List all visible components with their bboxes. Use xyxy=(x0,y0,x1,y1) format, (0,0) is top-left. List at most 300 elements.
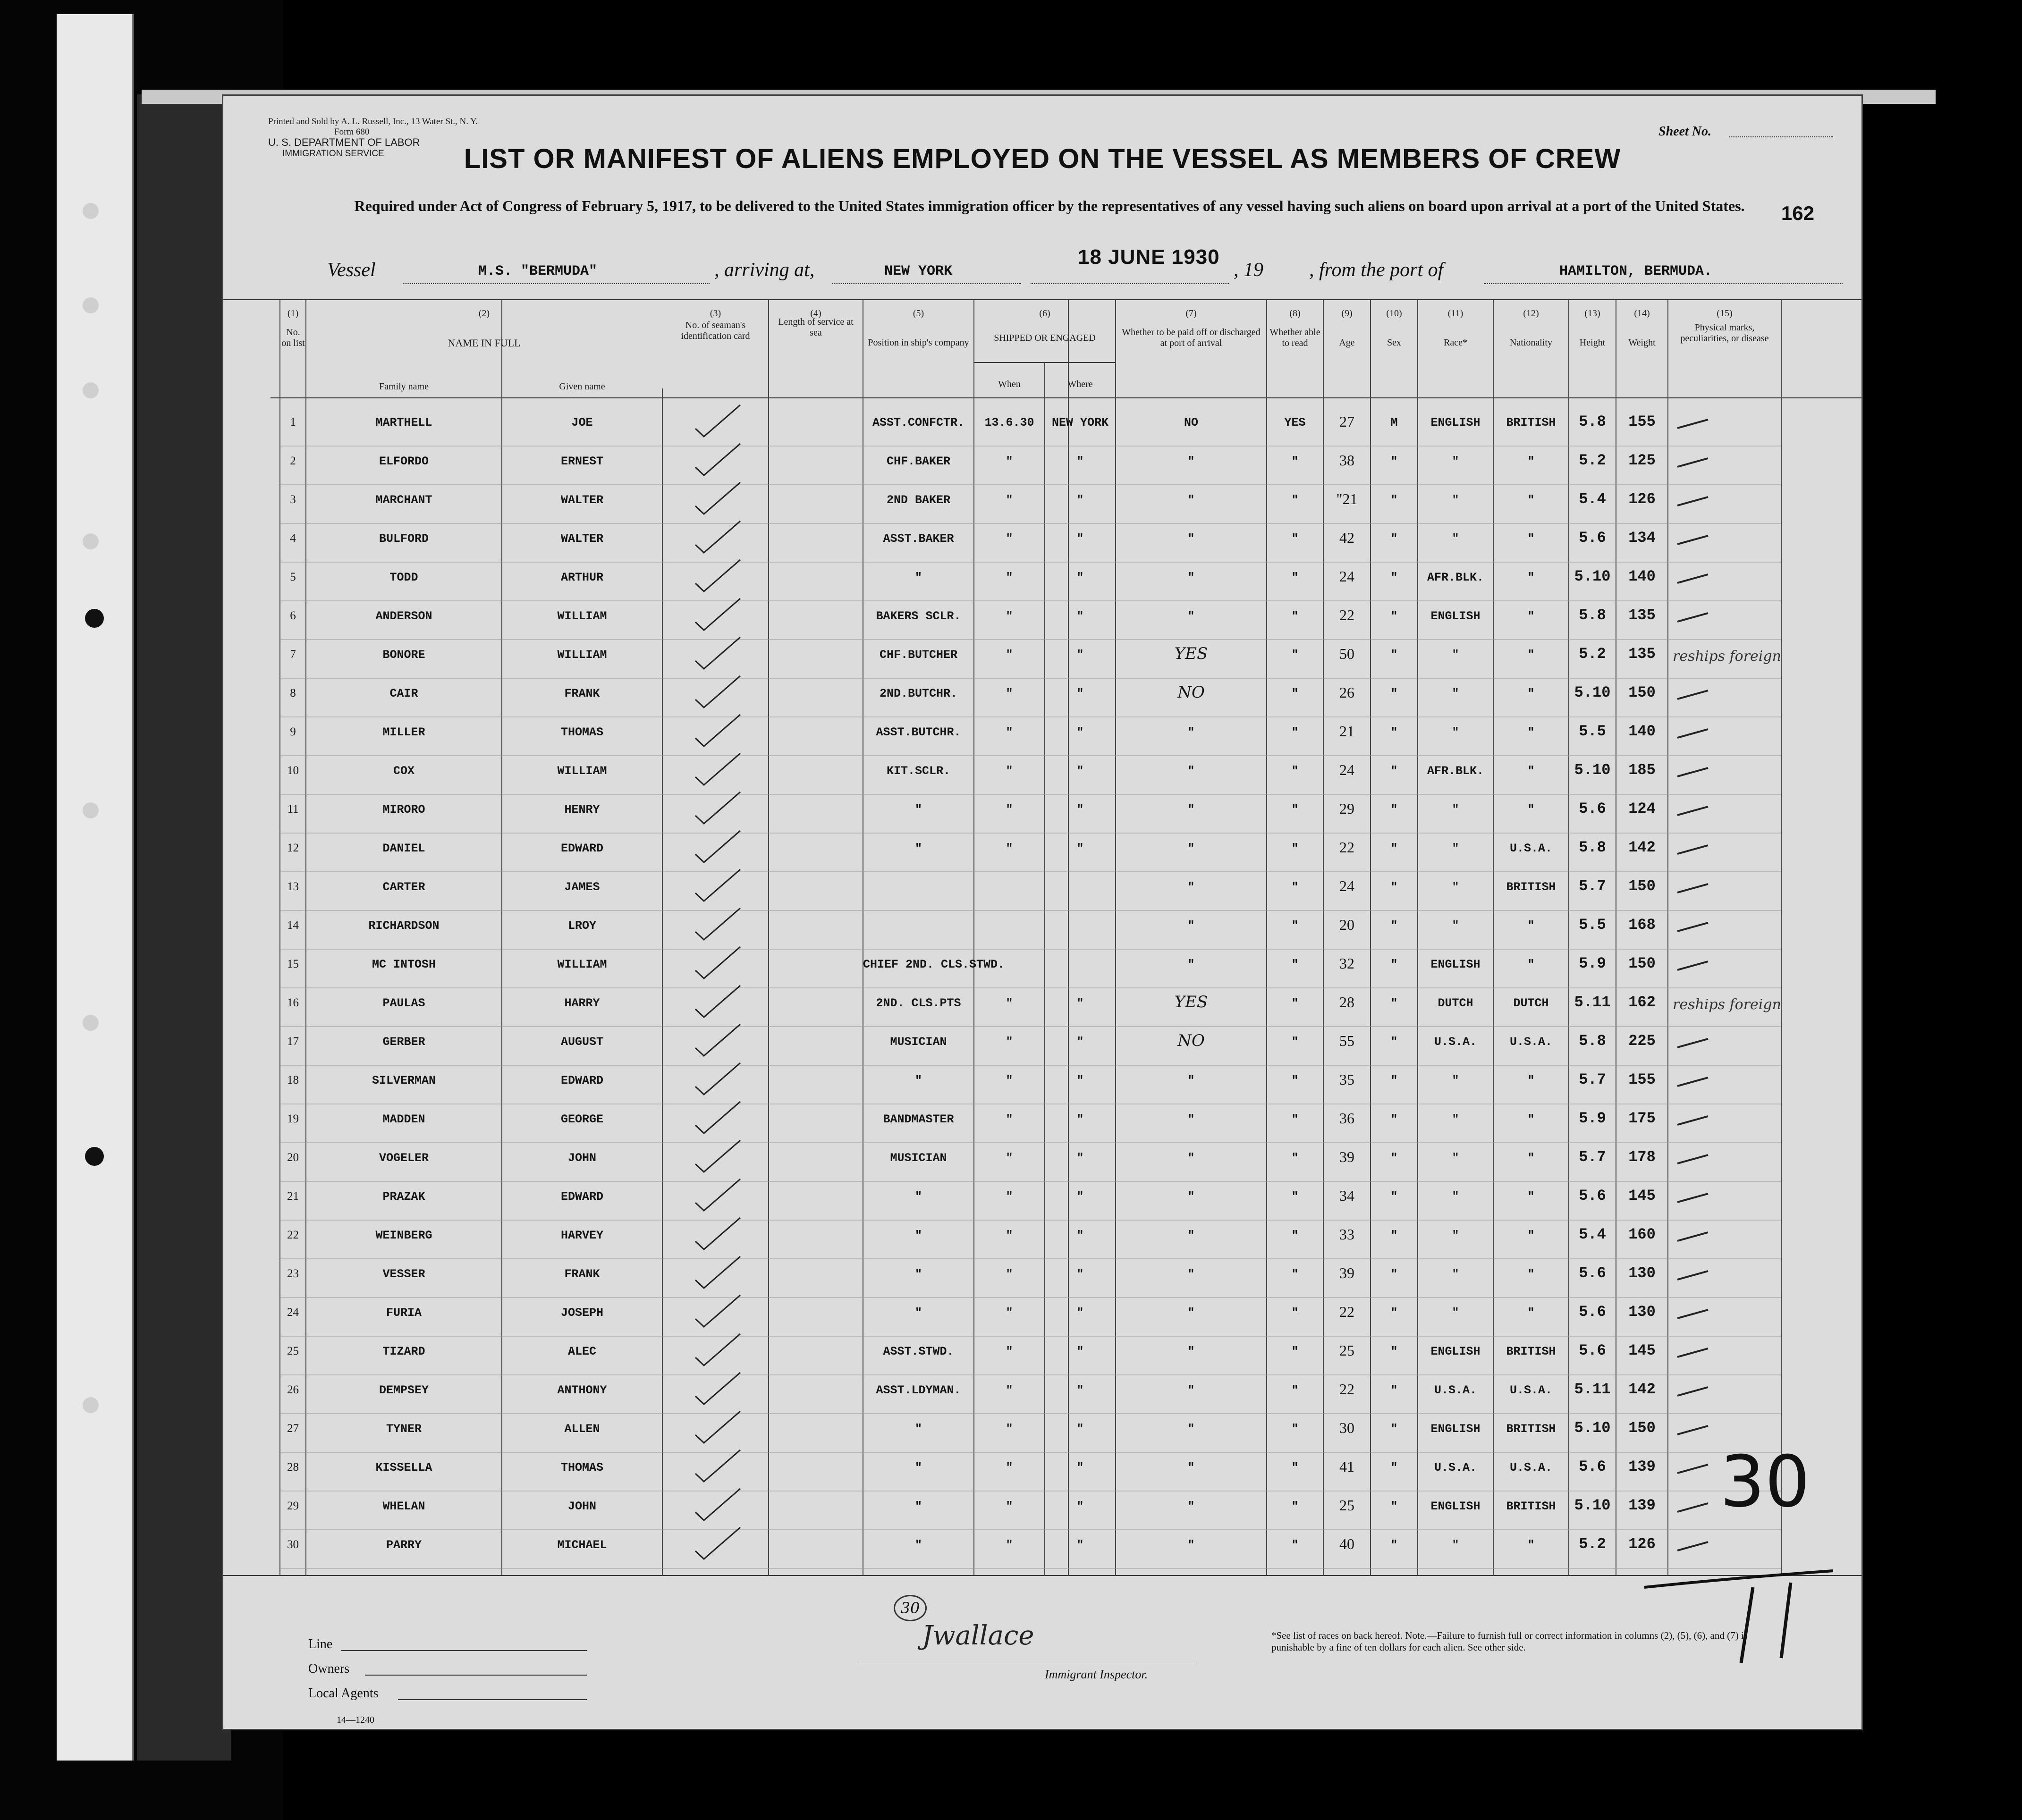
cell-race: ENGLISH xyxy=(1430,1500,1481,1513)
cell-race: " xyxy=(1452,532,1459,546)
cell-race: U.S.A. xyxy=(1434,1461,1477,1475)
cell-height: 5.11 xyxy=(1574,1381,1611,1398)
cell-race: " xyxy=(1452,1267,1459,1281)
cell-height: 5.4 xyxy=(1579,1226,1606,1243)
cell-when: " xyxy=(1006,1345,1013,1358)
service: IMMIGRATION SERVICE xyxy=(282,149,384,159)
cell-read: " xyxy=(1291,1461,1299,1475)
cell-when: " xyxy=(1006,609,1013,623)
cell-age: 28 xyxy=(1339,994,1354,1011)
cell-race: DUTCH xyxy=(1438,996,1473,1010)
cell-given: ERNEST xyxy=(560,455,603,468)
cell-when: " xyxy=(1006,1074,1013,1087)
cell-where: " xyxy=(1076,1267,1084,1281)
tally-mark-icon xyxy=(1675,1536,1713,1555)
cell-where: " xyxy=(1076,1074,1084,1087)
cell-where: " xyxy=(1076,1229,1084,1242)
cell-position: 2ND.BUTCHR. xyxy=(879,687,958,700)
voyage-line xyxy=(308,245,1843,287)
cell-race: " xyxy=(1452,1538,1459,1552)
cell-race: ENGLISH xyxy=(1430,958,1481,971)
cell-sex: " xyxy=(1390,493,1398,507)
cell-where: " xyxy=(1076,1345,1084,1358)
cell-read: " xyxy=(1291,803,1299,817)
cell-read: " xyxy=(1291,764,1299,778)
cell-when: " xyxy=(1006,493,1013,507)
cell-family: TIZARD xyxy=(382,1345,425,1358)
cell-paid: " xyxy=(1187,919,1195,933)
cell-age: 27 xyxy=(1339,413,1354,430)
cell-given: WILLIAM xyxy=(557,609,607,623)
cell-position: 2ND BAKER xyxy=(886,493,951,507)
cell-where: " xyxy=(1076,803,1084,817)
cell-where: " xyxy=(1076,1151,1084,1165)
tally-mark-icon xyxy=(1675,1149,1713,1168)
cell-age: 39 xyxy=(1339,1148,1354,1165)
cell-given: GEORGE xyxy=(560,1112,603,1126)
cell-age: 50 xyxy=(1339,645,1354,662)
sheet-no-field[interactable] xyxy=(1729,136,1833,137)
cell-nationality: " xyxy=(1527,609,1535,623)
cell-height: 5.6 xyxy=(1579,1342,1606,1359)
document-title: LIST OR MANIFEST OF ALIENS EMPLOYED ON THE VESSEL AS MEMBERS OF CREW xyxy=(464,143,1621,174)
cell-where: " xyxy=(1076,1112,1084,1126)
cell-race: ENGLISH xyxy=(1430,416,1481,430)
table-row xyxy=(223,1220,1861,1256)
date-underline xyxy=(1031,283,1229,284)
cell-no: 6 xyxy=(290,609,296,622)
from-port-underline xyxy=(1484,283,1843,284)
tally-mark-icon xyxy=(1675,801,1713,820)
table-row xyxy=(223,640,1861,675)
cell-given: JOHN xyxy=(567,1151,596,1165)
cell-sex: " xyxy=(1390,1151,1398,1165)
cell-position: BANDMASTER xyxy=(883,1112,954,1126)
cell-height: 5.6 xyxy=(1579,1303,1606,1321)
cell-age: 24 xyxy=(1339,877,1354,894)
table-row xyxy=(223,1143,1861,1179)
arriving-label: , arriving at, xyxy=(714,259,815,281)
cell-position: " xyxy=(914,1306,922,1320)
cell-sex: " xyxy=(1390,996,1398,1010)
cell-position: CHIEF 2ND. CLS.STWD. xyxy=(863,958,1005,971)
cell-weight: 150 xyxy=(1628,1419,1656,1437)
cell-weight: 142 xyxy=(1628,839,1656,856)
cell-position: " xyxy=(914,1500,922,1513)
col-num-4: (4) xyxy=(810,308,821,319)
cell-read: " xyxy=(1291,532,1299,546)
cell-no: 22 xyxy=(287,1229,299,1241)
cell-sex: " xyxy=(1390,455,1398,468)
cell-family: GERBER xyxy=(382,1035,425,1049)
checkmark-icon xyxy=(691,712,747,750)
cell-family: ANDERSON xyxy=(375,609,432,623)
cell-no: 7 xyxy=(290,648,296,661)
cell-weight: 162 xyxy=(1628,994,1656,1011)
cell-height: 5.10 xyxy=(1574,684,1611,701)
table-row xyxy=(223,833,1861,869)
cell-when: " xyxy=(1006,1422,1013,1436)
cell-race: AFR.BLK. xyxy=(1427,764,1484,778)
cell-height: 5.8 xyxy=(1579,839,1606,856)
cell-family: SILVERMAN xyxy=(372,1074,436,1087)
cell-nationality: DUTCH xyxy=(1513,996,1549,1010)
cell-nationality: " xyxy=(1527,1267,1535,1281)
cell-given: JOHN xyxy=(567,1500,596,1513)
cell-height: 5.9 xyxy=(1579,955,1606,972)
checkmark-icon xyxy=(691,1099,747,1137)
cell-age: 39 xyxy=(1339,1264,1354,1281)
cell-weight: 140 xyxy=(1628,568,1656,585)
col-header-age: Age xyxy=(1339,337,1355,348)
cell-when: " xyxy=(1006,455,1013,468)
checkmark-icon xyxy=(691,596,747,634)
cell-age: 33 xyxy=(1339,1226,1354,1243)
cell-no: 17 xyxy=(287,1035,299,1048)
cell-nationality: U.S.A. xyxy=(1509,1035,1552,1049)
cell-weight: 140 xyxy=(1628,723,1656,740)
cell-position: ASST.LDYMAN. xyxy=(876,1383,961,1397)
cell-height: 5.6 xyxy=(1579,529,1606,547)
cell-paid: " xyxy=(1187,1461,1195,1475)
cell-no: 26 xyxy=(287,1383,299,1396)
tally-mark-icon xyxy=(1675,762,1713,781)
cell-when: " xyxy=(1006,1229,1013,1242)
cell-family: COX xyxy=(393,764,415,778)
binder-hole xyxy=(83,1015,99,1031)
cell-when: " xyxy=(1006,1383,1013,1397)
cell-family: ELFORDO xyxy=(379,455,429,468)
cell-read: " xyxy=(1291,1151,1299,1165)
table-row xyxy=(223,562,1861,598)
cell-no: 8 xyxy=(290,687,296,699)
cell-nationality: " xyxy=(1527,455,1535,468)
cell-age: 22 xyxy=(1339,607,1354,624)
cell-given: HARVEY xyxy=(560,1229,603,1242)
cell-race: " xyxy=(1452,919,1459,933)
cell-paid: " xyxy=(1187,1112,1195,1126)
cell-where: " xyxy=(1076,493,1084,507)
col-num-1: (1) xyxy=(287,308,299,319)
checkmark-icon xyxy=(691,1061,747,1098)
cell-nationality: " xyxy=(1527,1151,1535,1165)
departure-port[interactable]: HAMILTON, BERMUDA. xyxy=(1559,263,1713,279)
cell-nationality: " xyxy=(1527,1112,1535,1126)
cell-weight: 150 xyxy=(1628,955,1656,972)
col-header-service: Length of service at sea xyxy=(778,317,854,338)
cell-where: " xyxy=(1076,687,1084,700)
checkmark-icon xyxy=(691,983,747,1021)
cell-paid: " xyxy=(1187,803,1195,817)
cell-nationality: BRITISH xyxy=(1506,416,1556,430)
cell-given: JOE xyxy=(571,416,593,430)
cell-height: 5.6 xyxy=(1579,1264,1606,1282)
cell-paid: " xyxy=(1187,764,1195,778)
cell-race: " xyxy=(1452,1190,1459,1204)
cell-where: " xyxy=(1076,1035,1084,1049)
tally-mark-icon xyxy=(1675,685,1713,704)
cell-age: 24 xyxy=(1339,568,1354,585)
cell-read: " xyxy=(1291,1345,1299,1358)
table-row xyxy=(223,988,1861,1024)
cell-position: " xyxy=(914,571,922,584)
cell-height: 5.8 xyxy=(1579,413,1606,430)
crew-total: 30 xyxy=(1720,1441,1810,1523)
col-num-9: (9) xyxy=(1341,308,1353,319)
cell-position: ASST.CONFCTR. xyxy=(872,416,965,430)
col-header-paid-off: Whether to be paid off or discharged at port of arrival xyxy=(1122,327,1261,348)
cell-nationality: " xyxy=(1527,958,1535,971)
table-row xyxy=(223,601,1861,637)
table-row xyxy=(223,756,1861,792)
cell-race: U.S.A. xyxy=(1434,1383,1477,1397)
cell-position: 2ND. CLS.PTS xyxy=(876,996,961,1010)
cell-height: 5.10 xyxy=(1574,761,1611,779)
tally-mark-icon xyxy=(1675,1033,1713,1052)
cell-family: MILLER xyxy=(382,725,425,739)
cell-read: " xyxy=(1291,1306,1299,1320)
binder-hole xyxy=(83,802,99,818)
cell-position: " xyxy=(914,1229,922,1242)
cell-weight: 225 xyxy=(1628,1032,1656,1050)
table-row xyxy=(223,1027,1861,1062)
cell-age: 34 xyxy=(1339,1187,1354,1204)
cell-read: " xyxy=(1291,919,1299,933)
cell-position: ASST.BUTCHR. xyxy=(876,725,961,739)
vessel-label: Vessel xyxy=(327,259,376,281)
cell-nationality: " xyxy=(1527,1538,1535,1552)
total-underline-marks xyxy=(1640,1568,1838,1672)
year-label: , 19 xyxy=(1234,259,1263,281)
binder-strip xyxy=(57,14,134,1761)
cell-given: HARRY xyxy=(564,996,600,1010)
cell-read: " xyxy=(1291,1229,1299,1242)
cell-sex: " xyxy=(1390,1422,1398,1436)
cell-given: ALLEN xyxy=(564,1422,600,1436)
tally-mark-icon xyxy=(1675,1382,1713,1400)
cell-position: " xyxy=(914,1267,922,1281)
tally-mark-icon xyxy=(1675,1304,1713,1323)
cell-paid: " xyxy=(1187,1267,1195,1281)
cell-position: " xyxy=(914,1461,922,1475)
cell-when: " xyxy=(1006,648,1013,662)
cell-weight: 125 xyxy=(1628,452,1656,469)
cell-where: " xyxy=(1076,1422,1084,1436)
cell-height: 5.7 xyxy=(1579,1148,1606,1166)
checkmark-icon xyxy=(691,557,747,595)
cell-height: 5.5 xyxy=(1579,723,1606,740)
cell-weight: 150 xyxy=(1628,877,1656,895)
cell-position: ASST.BAKER xyxy=(883,532,954,546)
tally-mark-icon xyxy=(1675,607,1713,626)
col-header-no: No. on list xyxy=(281,327,305,348)
cell-race: " xyxy=(1452,455,1459,468)
cell-height: 5.5 xyxy=(1579,916,1606,934)
cell-read: " xyxy=(1291,648,1299,662)
cell-no: 28 xyxy=(287,1461,299,1474)
cell-no: 19 xyxy=(287,1112,299,1125)
cell-sex: " xyxy=(1390,1074,1398,1087)
cell-nationality: " xyxy=(1527,1074,1535,1087)
checkmark-icon xyxy=(691,1370,747,1408)
cell-nationality: " xyxy=(1527,1229,1535,1242)
cell-when: " xyxy=(1006,1190,1013,1204)
cell-position: BAKERS SCLR. xyxy=(876,609,961,623)
col-num-7: (7) xyxy=(1185,308,1197,319)
cell-paid: " xyxy=(1187,455,1195,468)
cell-paid: " xyxy=(1187,1383,1195,1397)
cell-when: " xyxy=(1006,1151,1013,1165)
inspector-label: Immigrant Inspector. xyxy=(1045,1668,1148,1681)
cell-where: " xyxy=(1076,455,1084,468)
cell-where: " xyxy=(1076,1500,1084,1513)
checkmark-icon xyxy=(691,790,747,827)
cell-read: " xyxy=(1291,571,1299,584)
cell-weight: 130 xyxy=(1628,1303,1656,1321)
checkmark-icon xyxy=(691,867,747,905)
cell-race: " xyxy=(1452,493,1459,507)
table-row xyxy=(223,717,1861,753)
cell-nationality: " xyxy=(1527,493,1535,507)
col-num-8: (8) xyxy=(1289,308,1301,319)
cell-no: 30 xyxy=(287,1538,299,1551)
cell-weight: 145 xyxy=(1628,1187,1656,1205)
cell-no: 2 xyxy=(290,455,296,467)
cell-read: " xyxy=(1291,1422,1299,1436)
vessel-name[interactable]: M.S. "BERMUDA" xyxy=(478,263,598,279)
checkmark-icon xyxy=(691,480,747,518)
cell-age: 25 xyxy=(1339,1342,1354,1359)
cell-height: 5.11 xyxy=(1574,994,1611,1011)
cell-paid: " xyxy=(1187,571,1195,584)
cell-family: MC INTOSH xyxy=(372,958,436,971)
cell-age: 38 xyxy=(1339,452,1354,469)
cell-sex: " xyxy=(1390,1190,1398,1204)
cell-family: MIRORO xyxy=(382,803,425,817)
cell-sex: " xyxy=(1390,1267,1398,1281)
tally-mark-icon xyxy=(1675,1420,1713,1439)
cell-sex: M xyxy=(1390,416,1398,430)
line-field[interactable] xyxy=(341,1650,587,1651)
form-number: Form 680 xyxy=(334,127,370,137)
col-header-family: Family name xyxy=(379,381,429,392)
col-header-sex: Sex xyxy=(1387,337,1401,348)
cell-when: 13.6.30 xyxy=(984,416,1034,430)
checkmark-icon xyxy=(691,1215,747,1253)
cell-height: 5.10 xyxy=(1574,1419,1611,1437)
cell-given: ANTHONY xyxy=(557,1383,607,1397)
cell-age: 41 xyxy=(1339,1458,1354,1475)
checkmark-icon xyxy=(691,751,747,789)
cell-no: 16 xyxy=(287,996,299,1009)
col-num-6: (6) xyxy=(1039,308,1050,319)
cell-sex: " xyxy=(1390,571,1398,584)
owners-field[interactable] xyxy=(365,1675,587,1676)
cell-where: " xyxy=(1076,648,1084,662)
cell-nationality: " xyxy=(1527,571,1535,584)
checkmark-icon xyxy=(691,1022,747,1060)
arrival-port[interactable]: NEW YORK xyxy=(884,263,953,279)
cell-height: 5.6 xyxy=(1579,1458,1606,1475)
cell-weight: 134 xyxy=(1628,529,1656,547)
cell-no: 29 xyxy=(287,1500,299,1512)
cell-given: EDWARD xyxy=(560,1190,603,1204)
cell-given: HENRY xyxy=(564,803,600,817)
cell-given: WILLIAM xyxy=(557,764,607,778)
binder-hole xyxy=(83,297,99,313)
cell-where: " xyxy=(1076,842,1084,855)
cell-race: " xyxy=(1452,880,1459,894)
cell-height: 5.2 xyxy=(1579,645,1606,663)
cell-race: ENGLISH xyxy=(1430,1345,1481,1358)
cell-given: LROY xyxy=(567,919,596,933)
cell-nationality: " xyxy=(1527,532,1535,546)
cell-age: 32 xyxy=(1339,955,1354,972)
cell-when: " xyxy=(1006,1500,1013,1513)
cell-no: 11 xyxy=(287,803,299,816)
table-row xyxy=(223,678,1861,714)
cell-paid: " xyxy=(1187,1306,1195,1320)
cell-given: EDWARD xyxy=(560,1074,603,1087)
date-stamp[interactable]: 18 JUNE 1930 xyxy=(1078,245,1220,269)
cell-where: " xyxy=(1076,609,1084,623)
cell-sex: " xyxy=(1390,919,1398,933)
cell-weight: 139 xyxy=(1628,1458,1656,1475)
table-row xyxy=(223,1298,1861,1333)
cell-paid: " xyxy=(1187,609,1195,623)
cell-no: 27 xyxy=(287,1422,299,1435)
agents-field[interactable] xyxy=(398,1699,587,1700)
cell-when: " xyxy=(1006,1461,1013,1475)
cell-paid: " xyxy=(1187,1229,1195,1242)
cell-where: " xyxy=(1076,764,1084,778)
cell-paid: " xyxy=(1187,1500,1195,1513)
cell-race: " xyxy=(1452,725,1459,739)
cell-weight: 178 xyxy=(1628,1148,1656,1166)
cell-paid: " xyxy=(1187,1538,1195,1552)
cell-no: 12 xyxy=(287,842,299,854)
cell-read: " xyxy=(1291,1112,1299,1126)
cell-position: KIT.SCLR. xyxy=(886,764,951,778)
cell-family: TYNER xyxy=(386,1422,422,1436)
binder-dot xyxy=(85,609,104,628)
tally-mark-icon xyxy=(1675,453,1713,472)
cell-age: 22 xyxy=(1339,1303,1354,1320)
col-header-nationality: Nationality xyxy=(1510,337,1552,348)
form-code: 14—1240 xyxy=(337,1715,374,1725)
cell-nationality: " xyxy=(1527,725,1535,739)
cell-family: WEINBERG xyxy=(375,1229,432,1242)
cell-read: " xyxy=(1291,996,1299,1010)
cell-family: KISSELLA xyxy=(375,1461,432,1475)
from-port-label: , from the port of xyxy=(1309,259,1444,281)
cell-nationality: BRITISH xyxy=(1506,880,1556,894)
cell-sex: " xyxy=(1390,880,1398,894)
cell-sex: " xyxy=(1390,764,1398,778)
cell-paid: " xyxy=(1187,725,1195,739)
col-header-when: When xyxy=(998,379,1021,389)
cell-weight: 150 xyxy=(1628,684,1656,701)
binder-hole xyxy=(83,533,99,549)
cell-race: " xyxy=(1452,1151,1459,1165)
cell-position: MUSICIAN xyxy=(890,1151,947,1165)
col-header-where: Where xyxy=(1067,379,1093,389)
cell-where: " xyxy=(1076,1383,1084,1397)
cell-position: " xyxy=(914,1538,922,1552)
table-row xyxy=(223,407,1861,443)
table-row xyxy=(223,1452,1861,1488)
col-header-weight: Weight xyxy=(1628,337,1656,348)
